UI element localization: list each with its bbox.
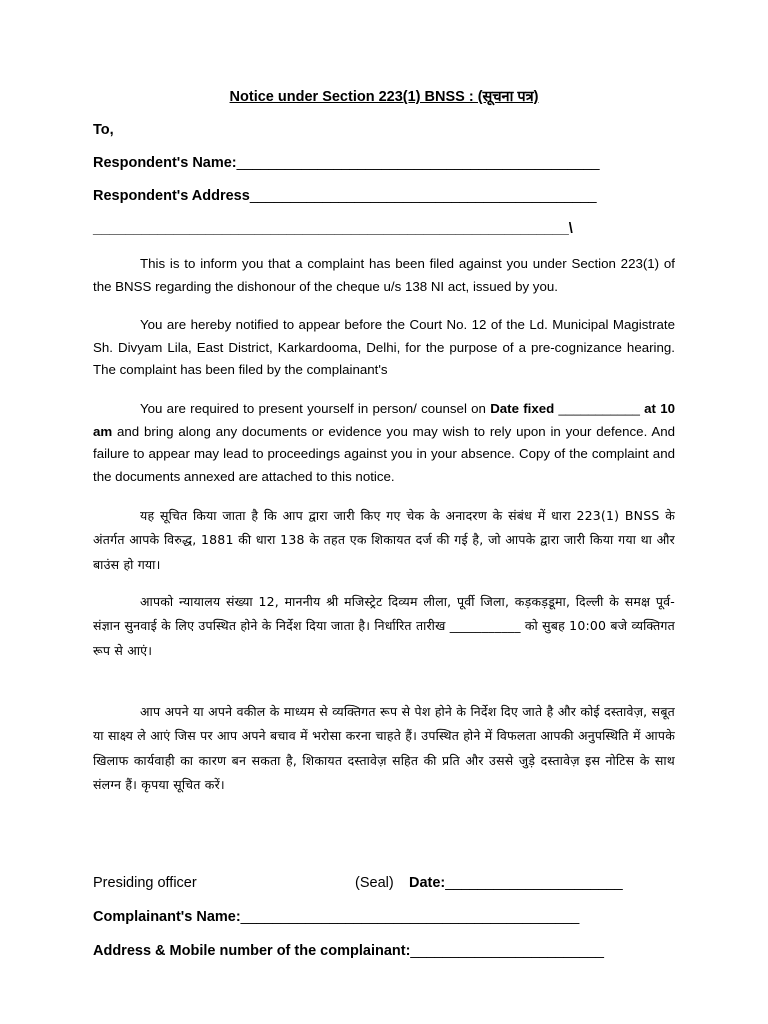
complainant-name-row [93, 909, 579, 925]
hindi-para-appear: आपको न्यायालय संख्या 12, माननीय श्री मजिस्ट्रेट दिव्यम लीला, पूर्वी जिला, कड़कड़डूमा, दिल्ली के समक्ष पूर्व-संज्ञान सुनवाई के लिए उपस्थित होने के निर्देश दिया जाता है। निर्धारित तारीख ___________ को सुबह 10:00 बजे व्यक्तिगत रूप से आएं। [93, 594, 675, 658]
date-fixed-blank: ___________ [554, 401, 640, 416]
date-row [409, 875, 623, 891]
presiding-officer-label: Presiding officer [93, 875, 197, 891]
respondent-name-row [93, 155, 600, 171]
hindi-para-documents: आप अपने या अपने वकील के माध्यम से व्यक्तिगत रूप से पेश होने के निर्देश दिए जाते है और कोई दस्तावेज़, सबूत या साक्ष्य ले आएं जिस पर आप अपने बचाव में भरोसा करना चाहते हैं। उपस्थित होने में विफलता आपकी अनुपस्थिति में आपके खिलाफ कार्यवाही का कारण बन सकता है, शिकायत दस्तावेज़ सहित की प्रति और उससे जुड़े दस्तावेज़ इस नोटिस के साथ संलग्न हैं। कृपया सूचित करें। [93, 704, 675, 793]
para-appear-notice: You are hereby notified to appear before the Court No. 12 of the Ld. Municipal Magistrate Sh. Divyam Lila, East District, Karkardooma, Delhi, for the purpose of a pre-cognizance hearing. The complaint has been filed by the complainant's [93, 317, 675, 377]
address-line-blank: ___________________________________________________________\ [93, 221, 573, 237]
date-blank: ______________________ [445, 875, 623, 891]
to-label: To, [93, 122, 114, 138]
complainant-name-label: Complainant's Name: [93, 909, 241, 925]
notice-title: Notice under Section 223(1) BNSS : (सूचना पत्र) [229, 89, 539, 105]
complainant-address-row [93, 943, 604, 959]
respondent-name-blank: _____________________________________________ [236, 155, 600, 171]
complainant-name-blank: __________________________________________ [240, 909, 580, 925]
seal-label: (Seal) [355, 875, 394, 891]
respondent-name-label: Respondent's Name: [93, 155, 237, 171]
para-present-yourself [93, 398, 675, 488]
complainant-address-blank: ________________________ [410, 943, 604, 959]
complainant-address-label: Address & Mobile number of the complainant: [93, 943, 411, 959]
respondent-address-blank: ___________________________________________ [249, 188, 597, 204]
para3-text-a: You are required to present yourself in person/ counsel on [140, 401, 491, 416]
date-fixed-label: Date fixed [490, 401, 555, 416]
date-label: Date: [409, 875, 446, 891]
para3-text-b: and bring along any documents or evidence you may wish to rely upon in your defence. And failure to appear may lead to proceedings against you in your absence. Copy of the complaint and the documents annexed are attached to this notice. [93, 423, 675, 484]
para-complaint-filed: This is to inform you that a complaint has been filed against you under Section 223(1) of the BNSS regarding the dishonour of the cheque u/s 138 NI act, issued by you. [93, 256, 675, 294]
hindi-para-complaint: यह सूचित किया जाता है कि आप द्वारा जारी किए गए चेक के अनादरण के संबंध में धारा 223(1) BNSS के अंतर्गत आपके विरुद्ध, 1881 की धारा 138 के तहत एक शिकायत दर्ज की गई है, जो आपके द्वारा जारी किया गया था और बाउंस हो गया। [93, 508, 675, 572]
respondent-address-label: Respondent's Address [93, 188, 250, 204]
respondent-address-row [93, 188, 597, 204]
hearing-time: at 10 am [93, 401, 675, 439]
